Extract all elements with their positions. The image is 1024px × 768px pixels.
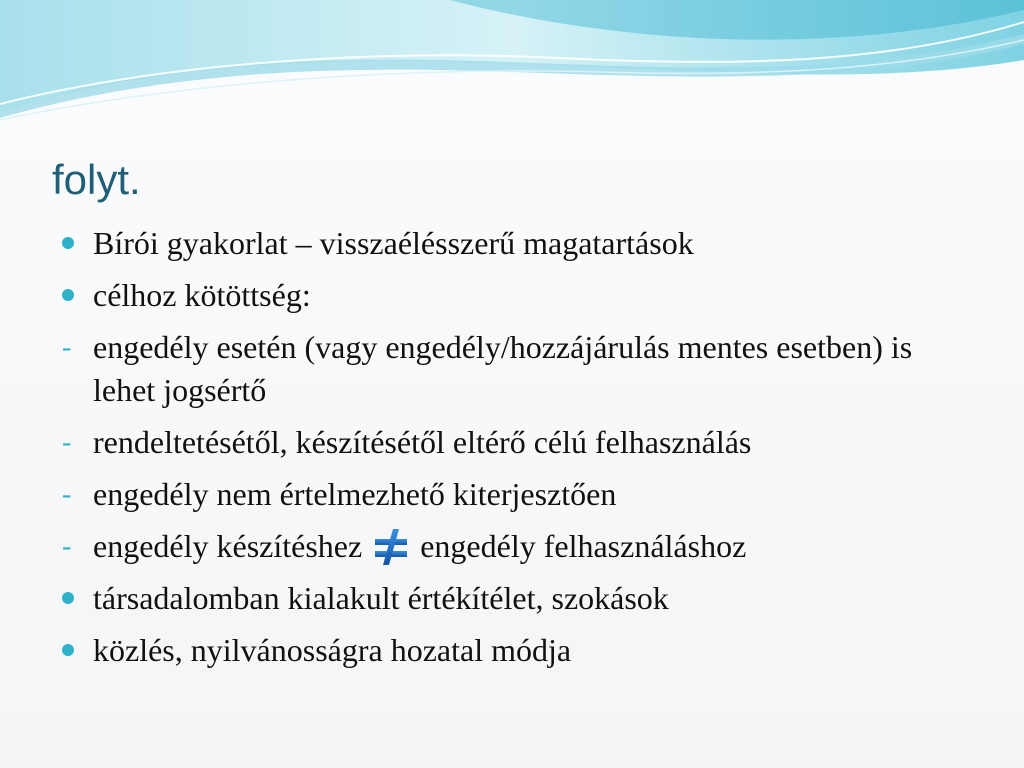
sub-bullet-item: [62, 473, 982, 516]
bullet-text: engedély esetén (vagy engedély/hozzájárulás mentes esetben) is lehet jogsértő: [93, 329, 913, 408]
bullet-text: közlés, nyilvánosságra hozatal módja: [93, 632, 572, 668]
sub-bullet-item: [62, 326, 982, 412]
slide-title: folyt.: [52, 156, 141, 203]
bullet-text: célhoz kötöttség:: [93, 277, 311, 313]
not-equal-icon: [374, 527, 408, 567]
bullet-item: [62, 629, 982, 672]
header-wave-decoration: [0, 0, 1024, 130]
bullet-text-after: engedély felhasználáshoz: [420, 528, 747, 564]
bullet-item: [62, 577, 982, 620]
sub-bullet-item: [62, 421, 982, 464]
bullet-list: [62, 222, 982, 681]
bullet-text-before: engedély készítéshez: [93, 528, 363, 564]
sub-bullet-item: [62, 525, 982, 568]
bullet-item: [62, 274, 982, 317]
bullet-item: [62, 222, 982, 265]
bullet-text: Bírói gyakorlat – visszaélésszerű magatartások: [93, 225, 694, 261]
bullet-text: engedély nem értelmezhető kiterjesztően: [93, 476, 617, 512]
bullet-text: rendeltetésétől, készítésétől eltérő célú felhasználás: [93, 424, 752, 460]
bullet-text: társadalomban kialakult értékítélet, szokások: [93, 580, 669, 616]
